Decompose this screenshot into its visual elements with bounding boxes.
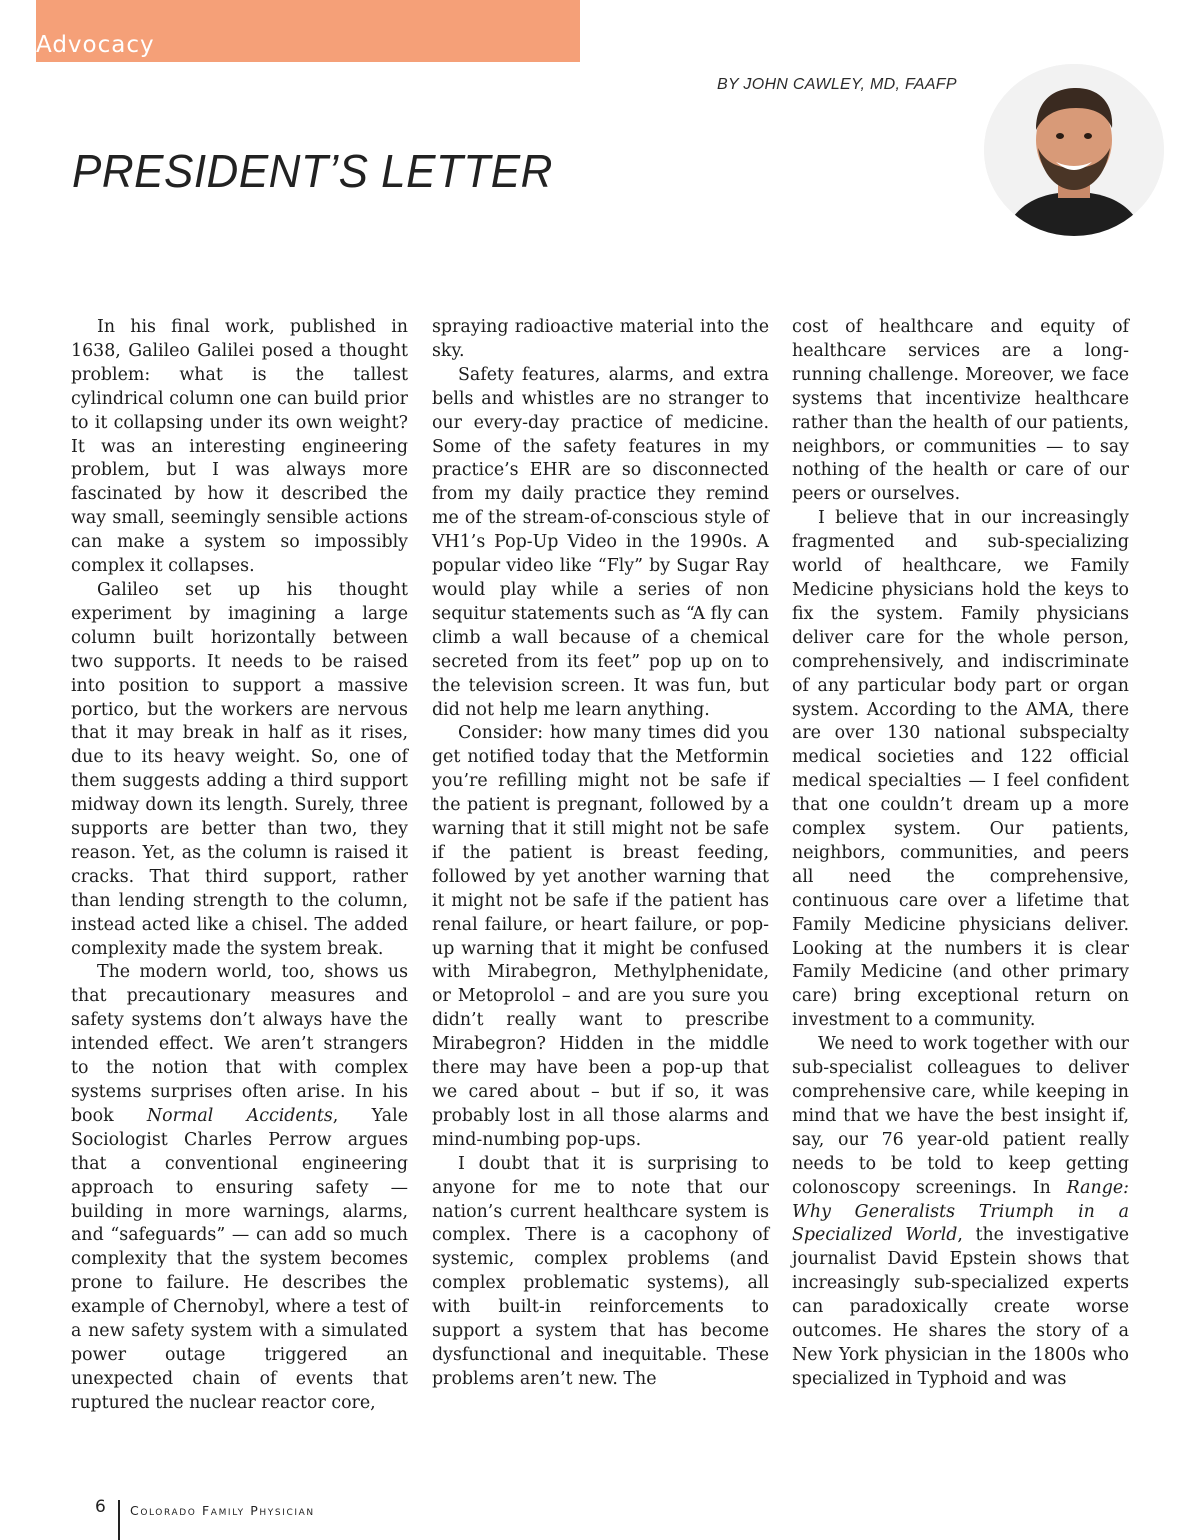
paragraph: I doubt that it is surprising to anyone for me to note that our nation’s current healthcare system is complex. There is a cacophony of systemic, complex problems (and complex problematic systems), all with built-in reinforcements to support a system that has become dysfunctional and inequitable. These problems aren’t new. The: [432, 1153, 769, 1389]
paragraph: [792, 1033, 1129, 1392]
paragraph: spraying radioactive material into the sky.: [432, 317, 769, 361]
article-column-1: [71, 316, 408, 1416]
page-title: PRESIDENT’S LETTER: [72, 146, 553, 198]
author-portrait-icon: [984, 64, 1164, 236]
paragraph-text: We need to work together with our sub-specialist colleagues to deliver comprehensive care, while keeping in mind that we have the best insight if, say, our 76 year-old patient really needs to be told to keep getting colonoscopy screenings. In: [792, 1034, 1129, 1198]
page-number: 6: [95, 1497, 106, 1517]
article-column-2: [432, 316, 769, 1392]
section-label: Advocacy: [36, 32, 155, 58]
paragraph-text: , Yale Sociologist Charles Perrow argues that a conventional engineering approach to ensuring safety — building in more warnings, alarms, and “safeguards” — can add so much complexity that the system becomes prone to failure. He describes the example of Chernobyl, where a test of a new safety system with a simulated power outage triggered an unexpected chain of events that ruptured the nuclear reactor core,: [71, 1105, 408, 1413]
article-column-3: [792, 316, 1129, 1392]
paragraph: Consider: how many times did you get notified today that the Metformin you’re refilling might not be safe if the patient is pregnant, followed by a warning that it still might not be safe if the patient is breast feeding, followed by yet another warning that it might not be safe if the patient has renal failure, or heart failure, or pop-up warning that it might be confused with Mirabegron, Methylphenidate, or Metoprolol – and are you sure you didn’t really want to prescribe Mirabegron? Hidden in the middle there may have been a pop-up that we cared about – but if so, it was probably lost in all those alarms and mind-numbing pop-ups.: [432, 723, 769, 1150]
byline: BY JOHN CAWLEY, MD, FAAFP: [717, 76, 957, 93]
paragraph: cost of healthcare and equity of healthcare services are a long-running challenge. Moreover, we face systems that incentivize healthcare rather than the health of our patients, neighbors, or communities — to say nothing of the health or care of our peers or ourselves.: [792, 317, 1129, 505]
paragraph: In his final work, published in 1638, Galileo Galilei posed a thought problem: what is the tallest cylindrical column one can build prior to it collapsing under its own weight? It was an interesting engineering problem, but I was always more fascinated by how it described the way small, seemingly sensible actions can make a system so impossibly complex it collapses.: [71, 317, 408, 577]
paragraph-text: The modern world, too, shows us that precautionary measures and safety systems don’t always have the intended effect. We aren’t strangers to the notion that with complex systems surprises often arise. In his book: [71, 962, 408, 1126]
publication-name: Colorado Family Physician: [130, 1503, 315, 1518]
paragraph: I believe that in our increasingly fragmented and sub-specializing world of healthcare, we Family Medicine physicians hold the keys to fix the system. Family physicians deliver care for the whole person, comprehensively, and indiscriminate of any particular body part or organ system. According to the AMA, there are over 130 national subspecialty medical societies and 122 official medical specialties — I feel confident that one couldn’t dream up a more complex system. Our patients, neighbors, communities, and peers all need the comprehensive, continuous care over a lifetime that Family Medicine physicians deliver. Looking at the numbers it is clear Family Medicine (and other primary care) bring exceptional return on investment to a community.: [792, 508, 1129, 1031]
paragraph-text: , the investigative journalist David Epstein shows that increasingly sub-specialized experts can paradoxically create worse outcomes. He shares the story of a New York physician in the 1800s who specialized in Typhoid and was: [792, 1225, 1129, 1389]
paragraph: Galileo set up his thought experiment by imagining a large column built horizontally between two supports. It needs to be raised into position to support a massive portico, but the workers are nervous that it may break in half as it rises, due to its heavy weight. So, one of them suggests adding a third support midway down its length. Surely, three supports are better than two, they reason. Yet, as the column is raised it cracks. That third support, rather than lending strength to the column, instead acted like a chisel. The added complexity made the system break.: [71, 579, 408, 959]
paragraph: [71, 961, 408, 1415]
book-title: Normal Accidents: [146, 1105, 333, 1126]
book-title: Range: Why Generalists Triumph in a Specialized World: [792, 1177, 1129, 1246]
footer-divider: [118, 1500, 120, 1540]
paragraph: Safety features, alarms, and extra bells and whistles are no stranger to our every-day practice of medicine. Some of the safety features in my practice’s EHR are so disconnected from my daily practice they remind me of the stream-of-conscious style of VH1’s Pop-Up Video in the 1990s. A popular video like “Fly” by Sugar Ray would play while a series of non sequitur statements such as “A fly can climb a wall because of a chemical secreted from its feet” pop up on to the television screen. It was fun, but did not help me learn anything.: [432, 364, 769, 720]
